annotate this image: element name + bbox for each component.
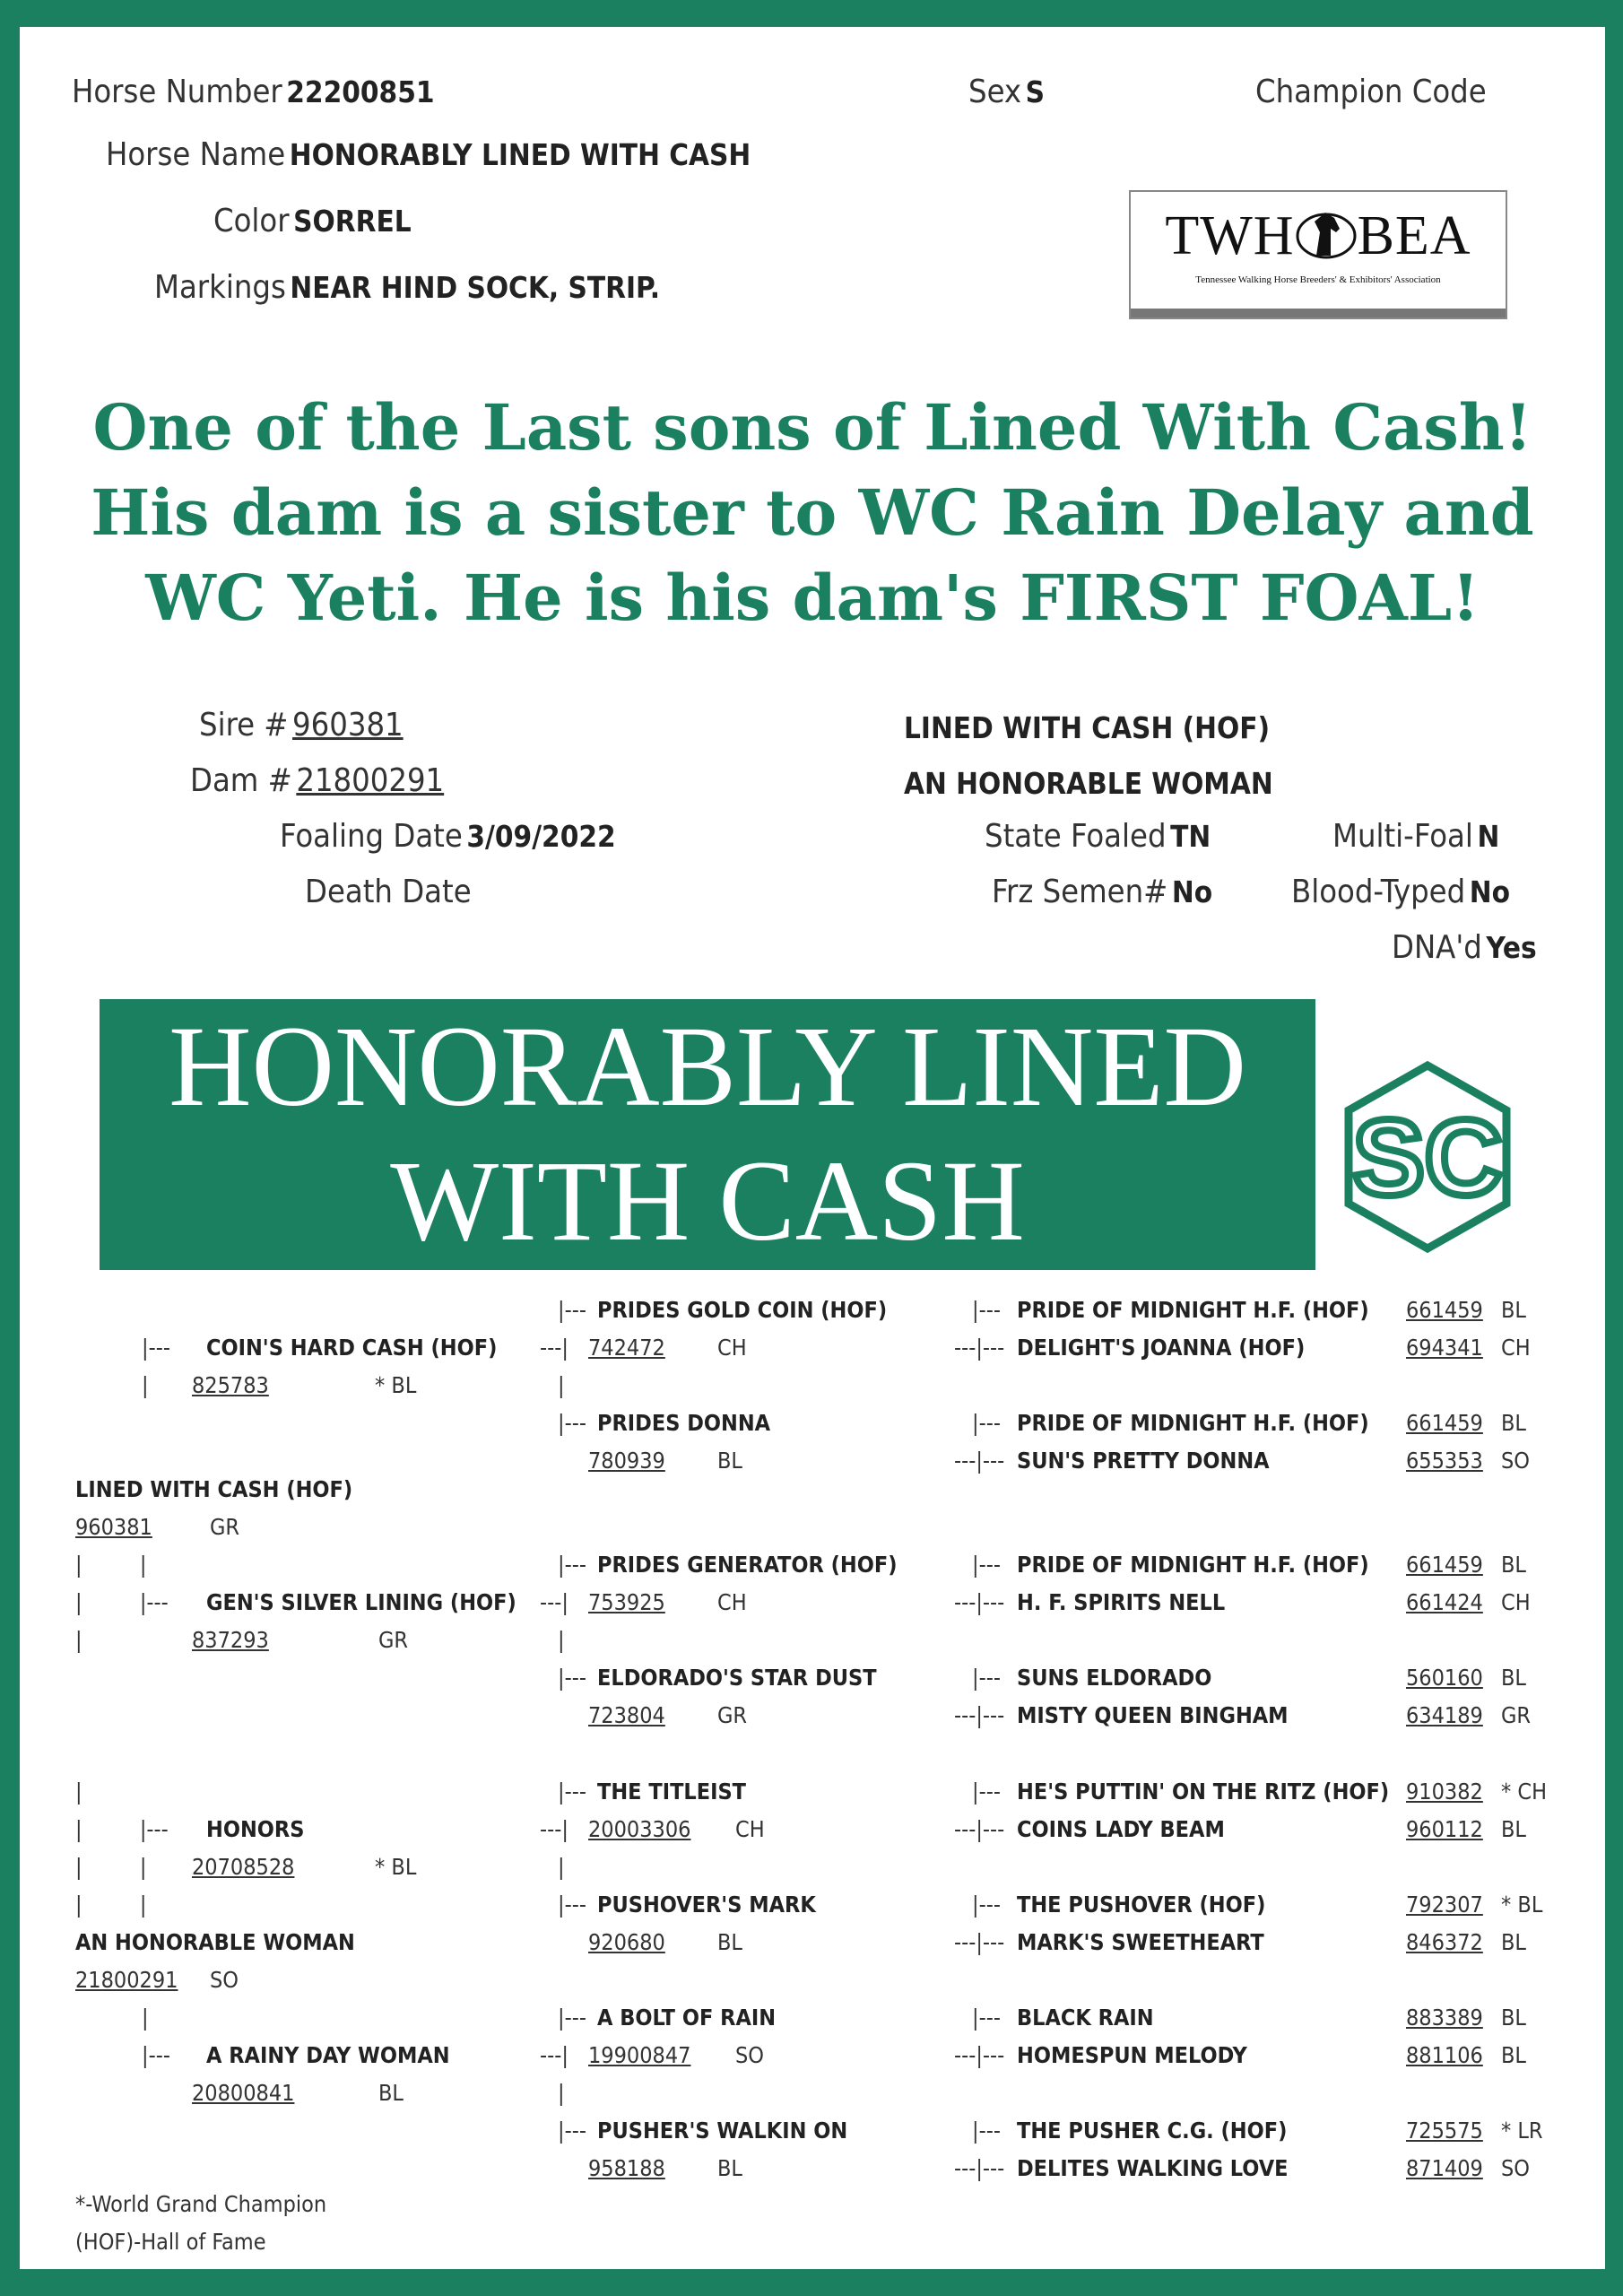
g3-name: THE TITLEIST [597, 1779, 747, 1805]
g4-color: CH [1501, 1335, 1531, 1361]
tree-connector: |--- [142, 2042, 170, 2068]
dam-label: Dam # [190, 762, 292, 799]
registration-sheet [20, 27, 1605, 2269]
horse-name-row [106, 136, 751, 173]
headline-line-3: WC Yeti. He is his dam's FIRST FOAL! [145, 561, 1480, 635]
tree-connector: |--- [972, 1410, 1001, 1436]
tree-connector: | | [75, 1892, 147, 1918]
g3-name: PUSHOVER'S MARK [597, 1892, 816, 1918]
g4-color: BL [1501, 1665, 1526, 1691]
g4-name: PRIDE OF MIDNIGHT H.F. (HOF) [1017, 1410, 1369, 1436]
logo-bar [1131, 309, 1506, 317]
g4-color: CH [1501, 1589, 1531, 1615]
foaling-date-row [280, 818, 616, 855]
g4-name: HE'S PUTTIN' ON THE RITZ (HOF) [1017, 1779, 1390, 1805]
g4-number[interactable]: 661459 [1406, 1410, 1483, 1436]
tree-connector: |--- [972, 1297, 1001, 1323]
g4-name: DELITES WALKING LOVE [1017, 2155, 1289, 2181]
color-row [213, 203, 412, 239]
g3-color: GR [717, 1702, 748, 1728]
blood-typed-row [1291, 874, 1510, 910]
headline-line-2: His dam is a sister to WC Rain Delay and [91, 475, 1534, 550]
g2-number[interactable]: 20708528 [192, 1854, 295, 1880]
g4-name: THE PUSHOVER (HOF) [1017, 1892, 1266, 1918]
legend-hof: (HOF)-Hall of Fame [75, 2229, 266, 2255]
tree-connector: |--- [972, 1552, 1001, 1578]
tree-connector: | | [75, 1854, 147, 1880]
g4-name: THE PUSHER C.G. (HOF) [1017, 2118, 1288, 2144]
blood-typed-label: Blood-Typed [1291, 874, 1466, 910]
sire-number[interactable]: 960381 [292, 707, 404, 744]
tree-connector: ---|--- [954, 2155, 1005, 2181]
g4-color: BL [1501, 2005, 1526, 2031]
headline-line-1: One of the Last sons of Lined With Cash! [92, 390, 1532, 465]
blood-typed-value: No [1469, 874, 1511, 909]
horse-name-label: Horse Name [106, 136, 286, 173]
death-date-label: Death Date [305, 874, 472, 910]
sc-logo [1338, 1058, 1517, 1256]
tree-connector: ---|--- [954, 1929, 1005, 1955]
g1-name: LINED WITH CASH (HOF) [75, 1476, 353, 1502]
tree-connector: |--- [972, 2005, 1001, 2031]
legend-wgc: *-World Grand Champion [75, 2191, 327, 2217]
tree-connector: ---| [540, 1816, 568, 1842]
g4-name: MISTY QUEEN BINGHAM [1017, 1702, 1289, 1728]
tree-connector: | [558, 1854, 565, 1880]
g3-number[interactable]: 20003306 [588, 1816, 691, 1842]
g3-name: ELDORADO'S STAR DUST [597, 1665, 877, 1691]
tree-connector: | |--- [75, 1589, 169, 1615]
g4-number[interactable]: 634189 [1406, 1702, 1483, 1728]
multi-foal-value: N [1477, 819, 1500, 854]
g4-color: BL [1501, 2042, 1526, 2068]
tree-connector: |--- [558, 1297, 586, 1323]
tree-connector: |--- [558, 1552, 586, 1578]
g3-number[interactable]: 742472 [588, 1335, 665, 1361]
g1-number[interactable]: 21800291 [75, 1967, 178, 1993]
g2-name: GEN'S SILVER LINING (HOF) [206, 1589, 516, 1615]
g3-number[interactable]: 19900847 [588, 2042, 691, 2068]
horse-name-banner [100, 999, 1315, 1270]
g4-number[interactable]: 694341 [1406, 1335, 1483, 1361]
g4-number[interactable]: 725575 [1406, 2118, 1483, 2144]
g3-color: BL [717, 1448, 742, 1474]
g2-color: * BL [375, 1854, 417, 1880]
g1-color: GR [210, 1514, 240, 1540]
multi-foal-label: Multi-Foal [1332, 818, 1473, 855]
g4-number[interactable]: 655353 [1406, 1448, 1483, 1474]
g4-number[interactable]: 560160 [1406, 1665, 1483, 1691]
g4-color: BL [1501, 1297, 1526, 1323]
tree-connector: ---|--- [954, 1448, 1005, 1474]
sex-value: S [1025, 74, 1045, 109]
g4-number[interactable]: 661459 [1406, 1297, 1483, 1323]
foaling-date-label: Foaling Date [280, 818, 463, 855]
tree-connector: ---| [540, 1335, 568, 1361]
tree-connector: | [142, 2005, 149, 2031]
g3-name: PRIDES DONNA [597, 1410, 771, 1436]
g4-name: SUNS ELDORADO [1017, 1665, 1212, 1691]
horse-number-row [72, 74, 435, 110]
g3-color: BL [717, 1929, 742, 1955]
frz-semen-value: No [1171, 874, 1213, 909]
g4-number[interactable]: 910382 [1406, 1779, 1483, 1805]
color-label: Color [213, 203, 290, 239]
tree-connector: |--- [558, 1892, 586, 1918]
g2-color: * BL [375, 1372, 417, 1398]
tree-connector: |--- [558, 2118, 586, 2144]
sire-label: Sire # [199, 707, 289, 744]
state-foaled-row [985, 818, 1211, 855]
logo-letters: TWH BEA [1165, 205, 1471, 266]
tree-connector: | [558, 2080, 565, 2106]
dam-number[interactable]: 21800291 [296, 762, 445, 799]
sire-name: LINED WITH CASH (HOF) [904, 710, 1271, 745]
g4-name: COINS LADY BEAM [1017, 1816, 1225, 1842]
markings-row [154, 269, 660, 306]
g4-name: PRIDE OF MIDNIGHT H.F. (HOF) [1017, 1552, 1369, 1578]
sc-logo-letters: SC [1352, 1098, 1503, 1218]
tree-connector: |--- [972, 1665, 1001, 1691]
tree-connector: ---|--- [954, 1702, 1005, 1728]
g4-name: SUN'S PRETTY DONNA [1017, 1448, 1270, 1474]
g4-number[interactable]: 846372 [1406, 1929, 1483, 1955]
tree-connector: |--- [142, 1335, 170, 1361]
banner-line-1: HONORABLY LINED [169, 1003, 1246, 1130]
tree-connector: |--- [558, 2005, 586, 2031]
g2-name: A RAINY DAY WOMAN [206, 2042, 450, 2068]
g4-color: SO [1501, 2155, 1530, 2181]
g4-number[interactable]: 661424 [1406, 1589, 1483, 1615]
logo-subtitle: Tennessee Walking Horse Breeders' & Exhibitors' Association [1195, 274, 1441, 285]
g4-name: DELIGHT'S JOANNA (HOF) [1017, 1335, 1306, 1361]
markings-label: Markings [154, 269, 286, 306]
g2-number[interactable]: 825783 [192, 1372, 269, 1398]
g4-name: HOMESPUN MELODY [1017, 2042, 1247, 2068]
g4-name: MARK'S SWEETHEART [1017, 1929, 1264, 1955]
tree-connector: | |--- [75, 1816, 169, 1842]
tree-connector: | [558, 1627, 565, 1653]
tree-connector: |--- [558, 1410, 586, 1436]
g4-number[interactable]: 960112 [1406, 1816, 1483, 1842]
dam-name: AN HONORABLE WOMAN [904, 766, 1273, 801]
g3-name: A BOLT OF RAIN [597, 2005, 777, 2031]
tree-connector: ---|--- [954, 2042, 1005, 2068]
twhbea-logo [1129, 190, 1507, 319]
color-value: SORREL [293, 204, 412, 239]
g2-name: COIN'S HARD CASH (HOF) [206, 1335, 498, 1361]
g3-number[interactable]: 780939 [588, 1448, 665, 1474]
tree-connector: | [142, 1372, 149, 1398]
g3-name: PUSHER'S WALKIN ON [597, 2118, 848, 2144]
banner-line-2: WITH CASH [390, 1137, 1025, 1265]
g4-number[interactable]: 661459 [1406, 1552, 1483, 1578]
g4-color: GR [1501, 1702, 1532, 1728]
g1-name: AN HONORABLE WOMAN [75, 1929, 355, 1955]
g2-name: HONORS [206, 1816, 305, 1842]
g2-number[interactable]: 20800841 [192, 2080, 295, 2106]
sex-row [968, 74, 1045, 110]
multi-foal-row [1332, 818, 1499, 855]
dna-value: Yes [1486, 930, 1537, 965]
sire-row [199, 707, 404, 744]
g4-number[interactable]: 883389 [1406, 2005, 1483, 2031]
tree-connector: | | [75, 1552, 147, 1578]
g3-color: CH [717, 1335, 747, 1361]
g2-color: GR [378, 1627, 409, 1653]
g3-color: CH [717, 1589, 747, 1615]
tree-connector: ---|--- [954, 1335, 1005, 1361]
foaling-date-value: 3/09/2022 [466, 819, 616, 854]
g4-number[interactable]: 792307 [1406, 1892, 1483, 1918]
g2-color: BL [378, 2080, 404, 2106]
g3-number[interactable]: 753925 [588, 1589, 665, 1615]
g4-color: BL [1501, 1929, 1526, 1955]
markings-value: NEAR HIND SOCK, STRIP. [290, 270, 660, 305]
tree-connector: |--- [972, 1892, 1001, 1918]
dam-row [190, 762, 444, 799]
horse-head-icon [1295, 205, 1358, 261]
g4-color: * CH [1501, 1779, 1548, 1805]
dna-label: DNA'd [1392, 929, 1482, 966]
g3-number[interactable]: 723804 [588, 1702, 665, 1728]
frz-semen-row [992, 874, 1212, 910]
tree-connector: |--- [558, 1779, 586, 1805]
tree-connector: |--- [558, 1665, 586, 1691]
g4-number[interactable]: 871409 [1406, 2155, 1483, 2181]
g3-color: BL [717, 2155, 742, 2181]
g2-number[interactable]: 837293 [192, 1627, 269, 1653]
tree-connector: |--- [972, 2118, 1001, 2144]
tree-connector: | [558, 1372, 565, 1398]
sex-label: Sex [968, 74, 1022, 110]
tree-connector: ---|--- [954, 1816, 1005, 1842]
horse-number-label: Horse Number [72, 74, 282, 110]
g4-color: * LR [1501, 2118, 1543, 2144]
g3-color: CH [735, 1816, 765, 1842]
horse-name-value: HONORABLY LINED WITH CASH [289, 137, 751, 172]
tree-connector: | [75, 1627, 82, 1653]
dna-row [1392, 929, 1537, 966]
champion-code-label: Champion Code [1255, 74, 1487, 110]
horse-number-value: 22200851 [286, 74, 435, 109]
frz-semen-label: Frz Semen# [992, 874, 1168, 910]
g3-name: PRIDES GENERATOR (HOF) [597, 1552, 898, 1578]
g3-color: SO [735, 2042, 764, 2068]
g4-number[interactable]: 881106 [1406, 2042, 1483, 2068]
g3-name: PRIDES GOLD COIN (HOF) [597, 1297, 888, 1323]
tree-connector: ---| [540, 1589, 568, 1615]
g4-name: H. F. SPIRITS NELL [1017, 1589, 1226, 1615]
g4-color: SO [1501, 1448, 1530, 1474]
g4-color: BL [1501, 1552, 1526, 1578]
tree-connector: ---|--- [954, 1589, 1005, 1615]
g4-name: PRIDE OF MIDNIGHT H.F. (HOF) [1017, 1297, 1369, 1323]
g4-color: BL [1501, 1410, 1526, 1436]
state-foaled-label: State Foaled [985, 818, 1167, 855]
g4-color: BL [1501, 1816, 1526, 1842]
state-foaled-value: TN [1170, 819, 1211, 854]
tree-connector: |--- [972, 1779, 1001, 1805]
g4-color: * BL [1501, 1892, 1543, 1918]
g3-number[interactable]: 920680 [588, 1929, 665, 1955]
tree-connector: ---| [540, 2042, 568, 2068]
g1-color: SO [210, 1967, 239, 1993]
g1-number[interactable]: 960381 [75, 1514, 152, 1540]
g3-number[interactable]: 958188 [588, 2155, 665, 2181]
g4-name: BLACK RAIN [1017, 2005, 1154, 2031]
tree-connector: | [75, 1779, 82, 1805]
